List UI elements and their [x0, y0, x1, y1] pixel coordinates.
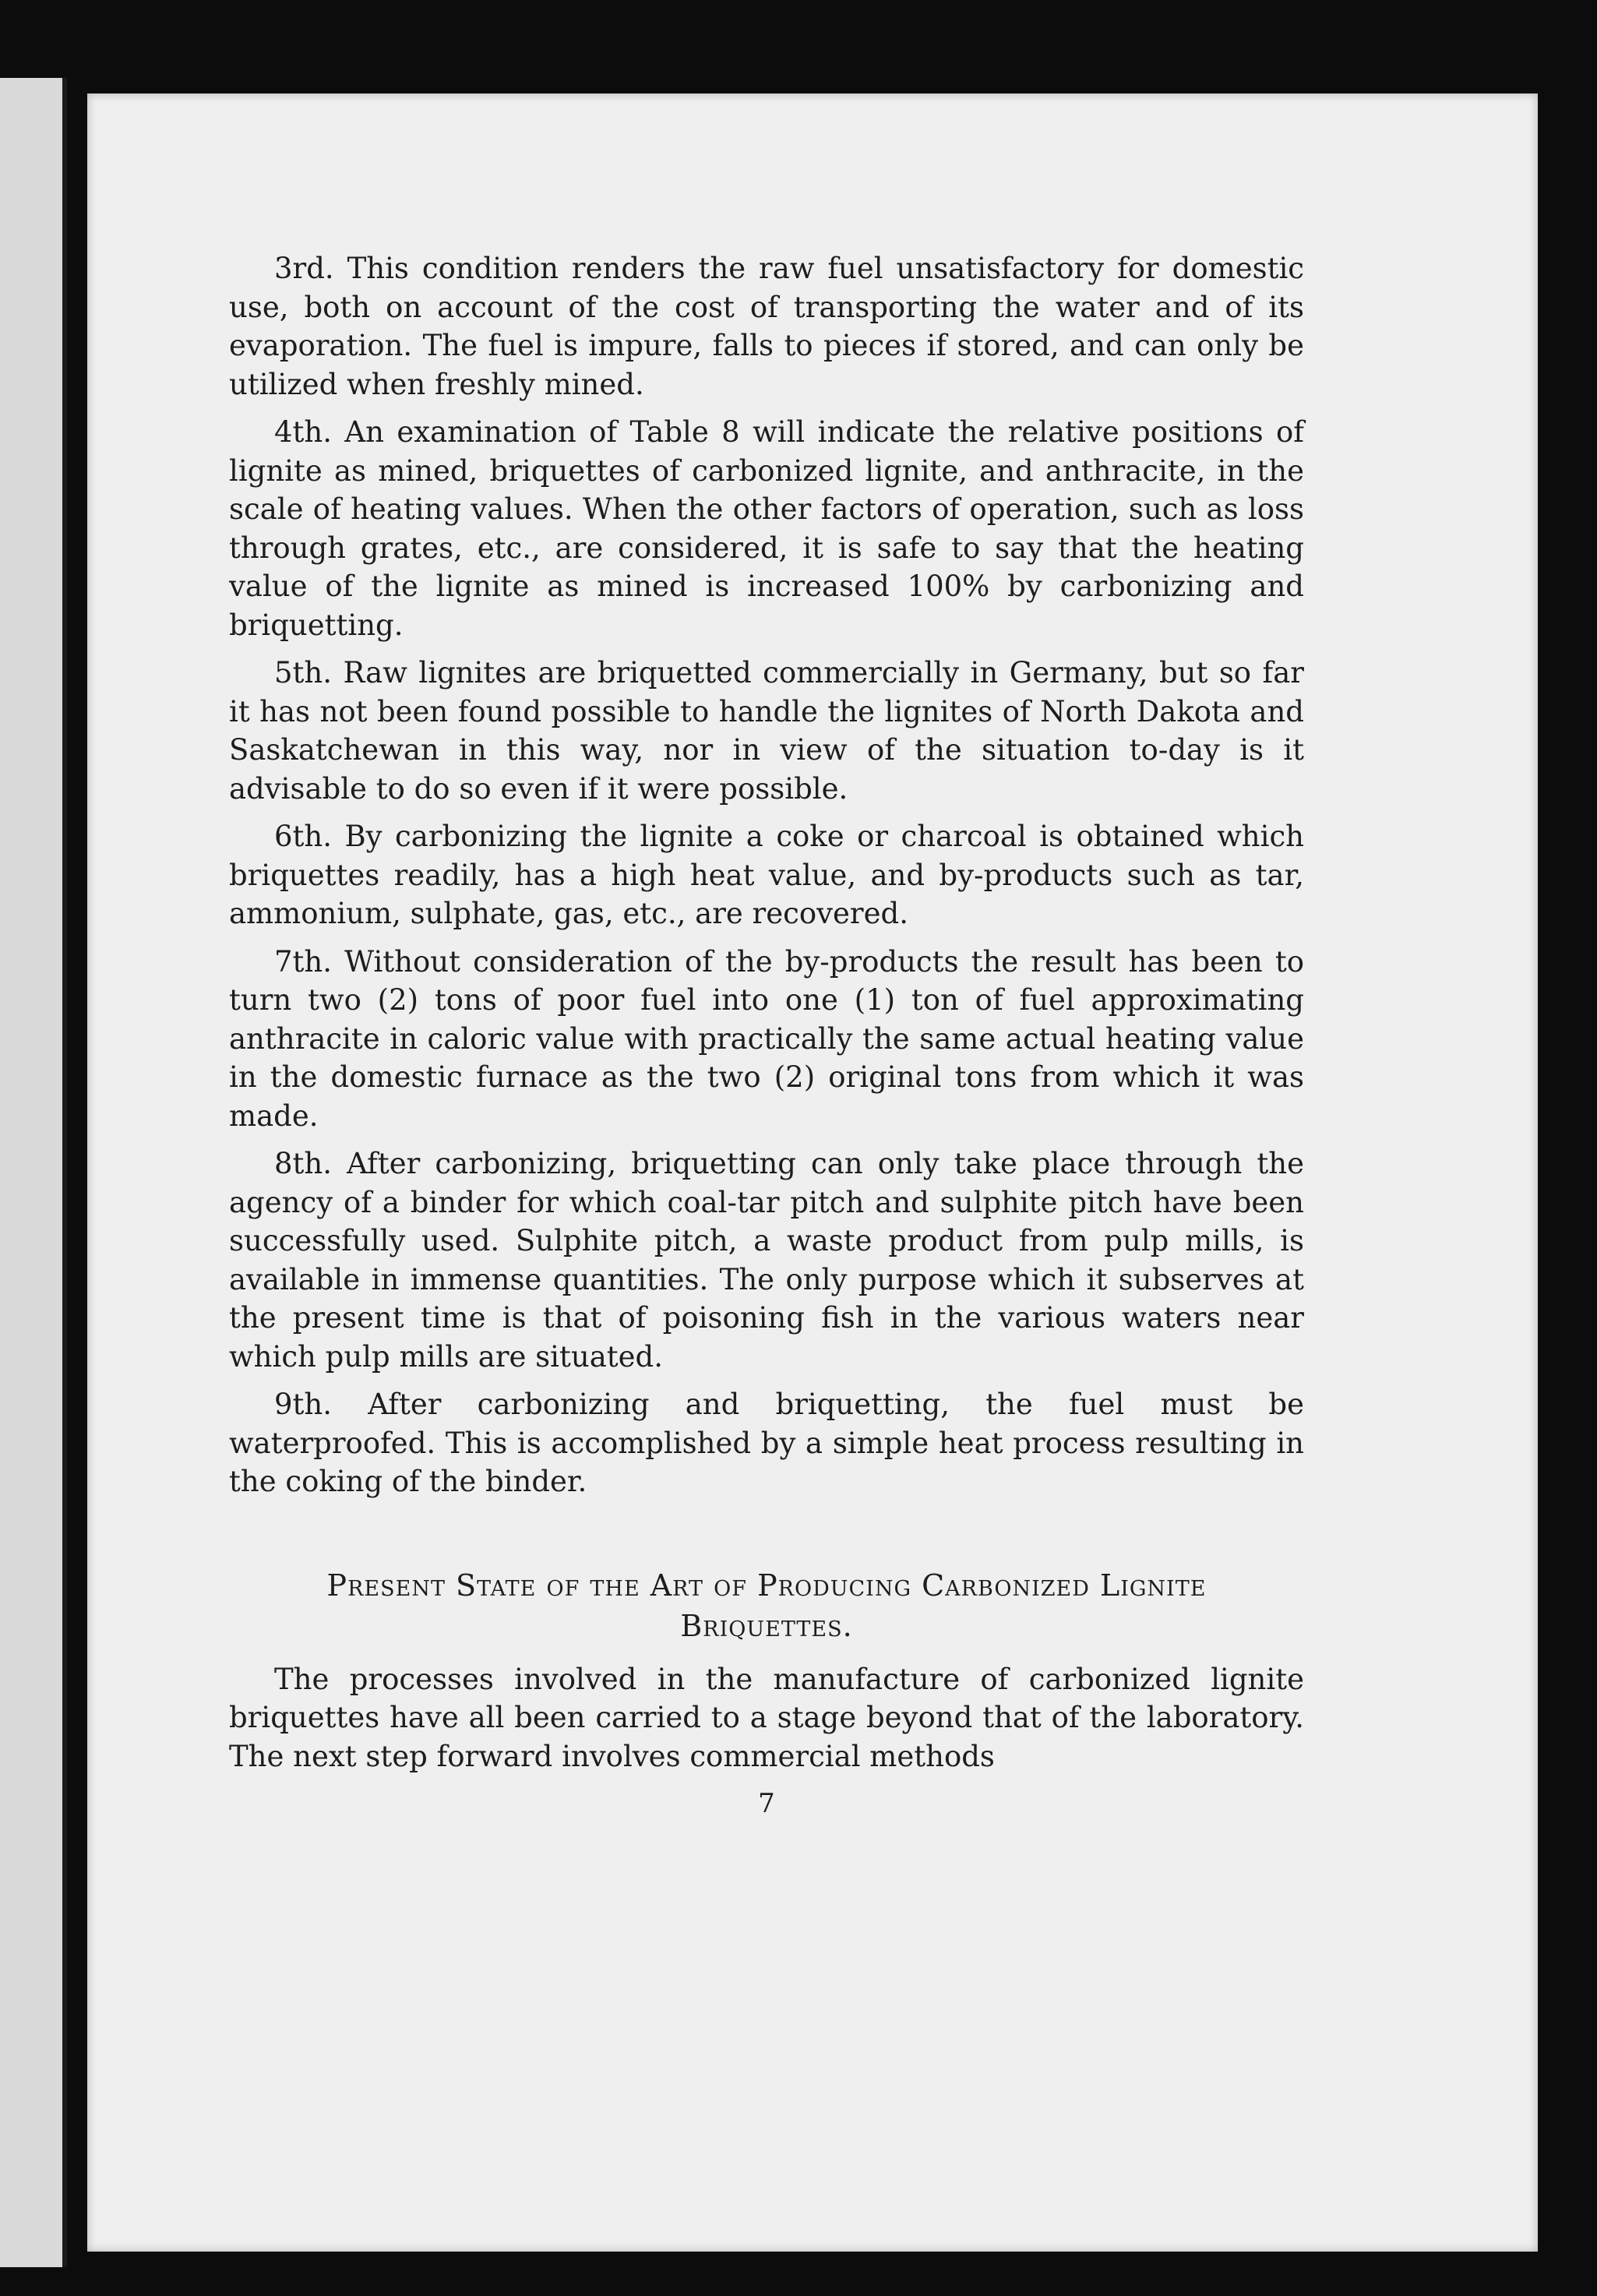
page-number: 7 [758, 1788, 775, 1819]
adjacent-page-edge [0, 78, 67, 2267]
paragraph-6th: 6th. By carbonizing the lignite a coke or charcoal is obtained which briquettes readily, has a high heat value, and by-products such as tar, ammonium, sulphate, gas, etc., are recovered. [229, 820, 1304, 930]
page-text [229, 249, 1304, 1824]
section-heading-line-2: Briquettes. [680, 1608, 853, 1643]
closing-paragraph: The processes involved in the manufacture of carbonized lignite briquettes have all been carried to a stage beyond that of the laboratory. The next step forward involves commercial methods [229, 1662, 1304, 1773]
paragraph-5th: 5th. Raw lignites are briquetted commercially in Germany, but so far it has not been found possible to handle the lignites of North Dakota and Saskatchewan in this way, nor in view of the situation to-day is it advisable to do so even if it were possible. [229, 656, 1304, 806]
paragraph-3rd: 3rd. This condition renders the raw fuel unsatisfactory for domestic use, both on account of the cost of transporting the water and of its evaporation. The fuel is impure, falls to pieces if stored, and can only be utilized when freshly mined. [229, 252, 1304, 401]
paragraph-8th: 8th. After carbonizing, briquetting can only take place through the agency of a binder for which coal-tar pitch and sulphite pitch have been successfully used. Sulphite pitch, a waste product from pulp mills, is available in immense quantities. The only purpose which it subserves at the present time is that of poisoning fish in the various waters near which pulp mills are situated. [229, 1147, 1304, 1374]
paragraph-9th: 9th. After carbonizing and briquetting, the fuel must be waterproofed. This is accomplished by a simple heat process resulting in the coking of the binder. [229, 1388, 1304, 1498]
section-heading-line-1: Present State of the Art of Producing Carbonized Lignite [326, 1568, 1207, 1603]
section-heading [229, 1565, 1304, 1646]
paragraph-4th: 4th. An examination of Table 8 will indicate the relative positions of lignite as mined, briquettes of carbonized lignite, and anthracite, in the scale of heating values. When the other factors of operation, such as loss through grates, etc., are considered, it is safe to say that the heating value of the lignite as mined is increased 100% by carbonizing and briquetting. [229, 415, 1304, 642]
paragraph-7th: 7th. Without consideration of the by-products the result has been to turn two (2) tons of poor fuel into one (1) ton of fuel approximating anthracite in caloric value with practically the same actual heating value in the domestic furnace as the two (2) original tons from which it was made. [229, 944, 1304, 1133]
